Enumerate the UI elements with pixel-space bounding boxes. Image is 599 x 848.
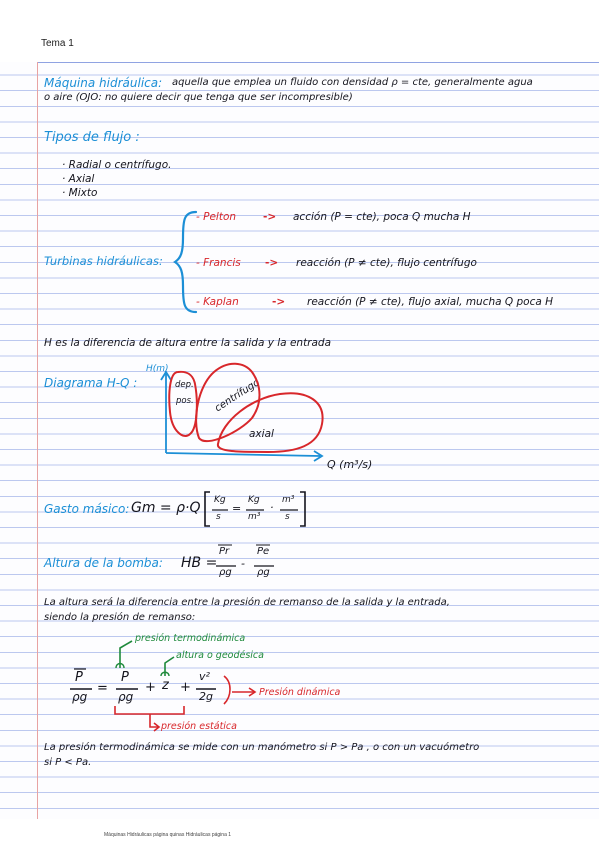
ann-estatica-bracket [115, 706, 184, 714]
ann-presion-estatica: presión estática [161, 721, 237, 732]
altura-rho-g-2: ρg [257, 567, 270, 578]
maquina-def-line2: o aire (OJO: no quiere decir que tenga que ser incompresible) [44, 92, 353, 103]
ann-presion-termodinamica: presión termodinámica [135, 633, 246, 644]
francis-desc: reacción (P ≠ cte), flujo centrífugo [296, 257, 477, 269]
kaplan-arrow: -> [272, 296, 286, 308]
gasto-bracket-left [205, 492, 210, 526]
kaplan-desc: reacción (P ≠ cte), flujo axial, mucha Q poca H [307, 296, 554, 308]
gasto-label: Gasto másico: [44, 502, 130, 516]
eq-v2: v² [199, 670, 210, 683]
eq-rho-g-rhs: ρg [118, 690, 134, 704]
nota-final-line2: si P < Pa. [44, 757, 92, 768]
tipos-item-radial: · Radial o centrífugo. [62, 159, 172, 171]
maquina-def-line1: aquella que emplea un fluido con densidad ρ = cte, generalmente agua [172, 77, 533, 88]
eq-plus-2: + [180, 680, 191, 695]
gasto-m3b: m³ [282, 495, 295, 505]
tipos-item-axial: · Axial [62, 173, 95, 185]
gasto-equals: = [232, 502, 242, 515]
page-title: Tema 1 [41, 38, 74, 49]
diagrama-label: Diagrama H-Q : [44, 376, 138, 390]
remanso-line2: siendo la presión de remanso: [44, 612, 196, 623]
altura-rho-g-1: ρg [219, 567, 232, 578]
gasto-bracket-right [300, 492, 305, 526]
altura-lhs: HB = [181, 555, 218, 571]
nota-final-line1: La presión termodinámica se mide con un manómetro si P > Pa , o con un vacuómetro [44, 742, 480, 753]
gasto-dot: · [270, 501, 274, 514]
gasto-units-s: s [216, 512, 221, 522]
tipos-heading: Tipos de flujo : [44, 130, 140, 145]
diagram-x-axis [166, 453, 320, 456]
h-note: H es la diferencia de altura entre la salida y la entrada [44, 337, 332, 349]
gasto-units-kg: Kg [214, 495, 226, 505]
lobe-dep-label-2: pos. [176, 396, 194, 406]
eq-z: z [162, 678, 169, 693]
gasto-kg: Kg [248, 495, 260, 505]
turbinas-brace [175, 212, 196, 312]
pelton-arrow: -> [263, 211, 277, 223]
altura-label: Altura de la bomba: [44, 556, 163, 570]
maquina-term: Máquina hidráulica: [44, 76, 163, 90]
altura-pr: Pr [219, 546, 230, 557]
gasto-lhs: Gm = ρ·Q [131, 500, 201, 516]
lobe-axial-label: axial [249, 428, 274, 440]
ann-altura-connector [165, 657, 174, 676]
lobe-dep-label-1: dep. [175, 380, 194, 390]
ann-altura-geodesica: altura o geodésica [176, 650, 264, 661]
remanso-line1: La altura será la diferencia entre la presión de remanso de la salida y la entrada, [44, 597, 450, 608]
eq-2g: 2g [199, 690, 213, 703]
eq-rho-g-lhs: ρg [72, 690, 88, 704]
ann-dinamica-brace [224, 676, 230, 704]
turbinas-label: Turbinas hidráulicas: [44, 254, 163, 268]
francis-name: - Francis [196, 257, 241, 269]
eq-p-bar: P [75, 670, 83, 685]
gasto-m3: m³ [248, 512, 261, 522]
lobe-dep-outline [169, 372, 197, 436]
francis-arrow: -> [265, 257, 279, 269]
gasto-s2: s [285, 512, 290, 522]
pelton-desc: acción (P = cte), poca Q mucha H [293, 211, 471, 223]
ann-presion-dinamica: Presión dinámica [259, 687, 341, 698]
eq-plus-1: + [145, 680, 156, 695]
diagram-x-axis-label: Q (m³/s) [327, 458, 373, 471]
eq-equals: = [97, 681, 108, 696]
altura-minus: - [241, 557, 245, 570]
tipos-item-mixto: · Mixto [62, 187, 98, 199]
page-footer: Máquinas Hidráulicas página quinas Hidráulicas página 1 [104, 832, 232, 838]
diagram-y-axis-label: H(m) [146, 364, 169, 374]
lobe-axial-outline [218, 393, 323, 452]
kaplan-name: - Kaplan [196, 296, 239, 308]
lobe-centrifugo-outline [196, 364, 259, 441]
altura-pe: Pe [257, 546, 270, 557]
eq-p: P [121, 670, 129, 685]
pelton-name: - Pelton [196, 211, 237, 223]
lobe-centrifugo-label: centrífugo [213, 377, 262, 415]
